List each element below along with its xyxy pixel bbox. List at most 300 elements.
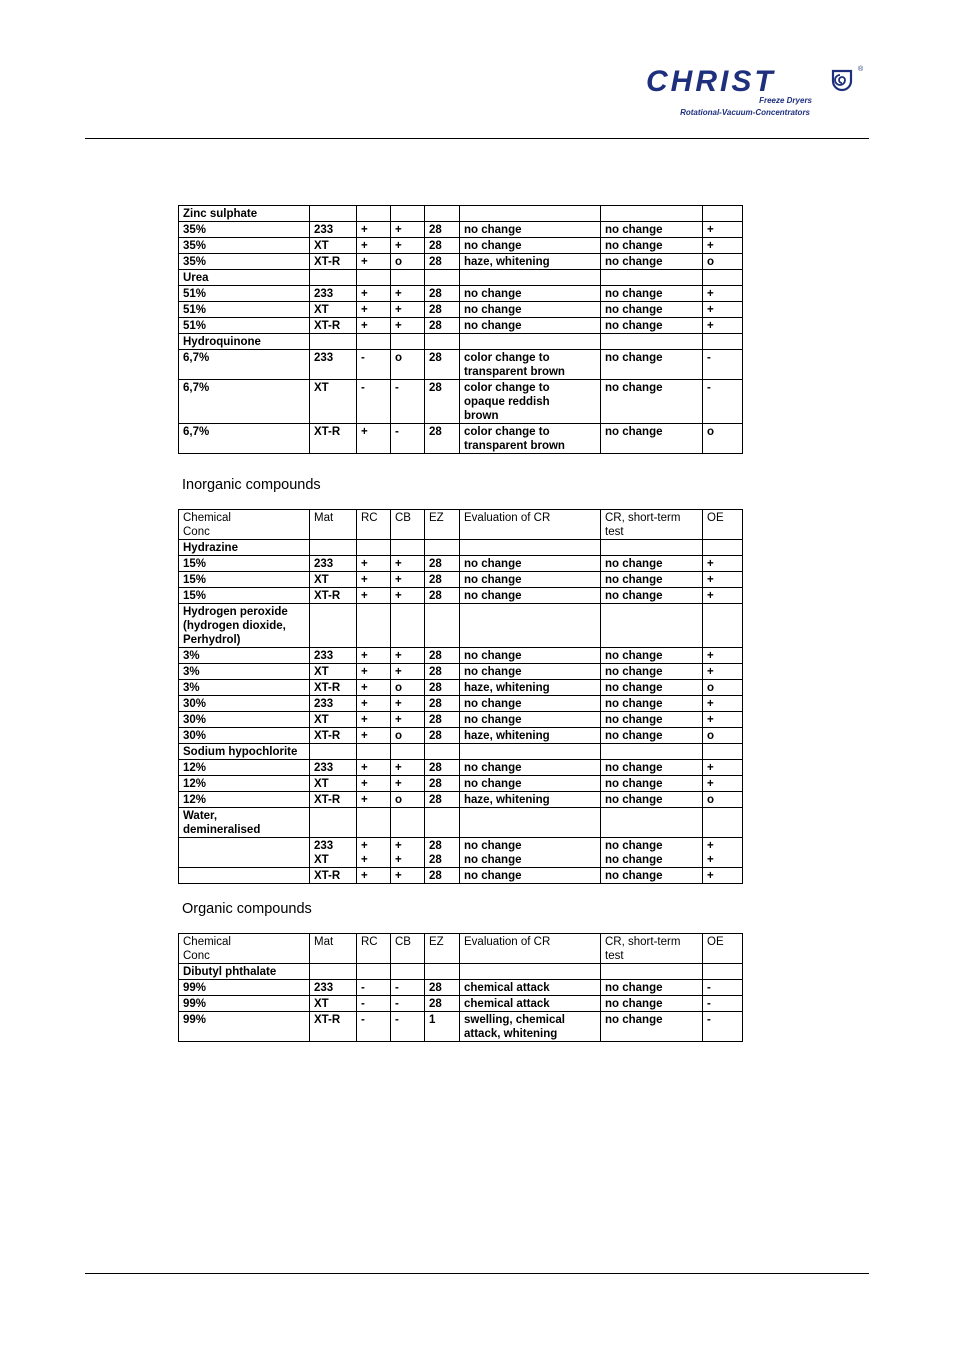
cr-short-term-cell: no change [601,792,703,808]
column-header-ez: EZ [425,934,460,964]
cb-cell: - [391,424,425,454]
evaluation-cell: no change [460,868,601,884]
oe-cell: + [703,302,743,318]
rc-cell: + [357,424,391,454]
rc-cell: + [357,696,391,712]
mat-cell: XT-R [310,318,357,334]
header-divider [85,138,869,139]
column-header-cb: CB [391,510,425,540]
oe-cell [703,206,743,222]
column-header-chemical: Chemical Conc [179,934,310,964]
cr-short-term-cell: no change [601,556,703,572]
chemical-cell: Hydrazine [179,540,310,556]
chemical-cell: Sodium hypochlorite [179,744,310,760]
chemical-group-row [179,744,743,760]
section-title-organic: Organic compounds [182,901,312,917]
evaluation-cell: no change [460,696,601,712]
cb-cell: + [391,760,425,776]
oe-cell [703,270,743,286]
chemical-cell: 12% [179,776,310,792]
oe-cell: + [703,696,743,712]
ez-cell: 28 28 [425,838,460,868]
ez-cell [425,808,460,838]
oe-cell [703,964,743,980]
ez-cell: 28 [425,712,460,728]
chemical-cell: 99% [179,996,310,1012]
evaluation-cell: haze, whitening [460,254,601,270]
cb-cell: o [391,792,425,808]
table-row [179,838,743,868]
chemical-cell: 15% [179,588,310,604]
mat-cell: XT-R [310,680,357,696]
ez-cell: 1 [425,1012,460,1042]
ez-cell [425,540,460,556]
evaluation-cell: no change [460,572,601,588]
chemical-cell: 15% [179,572,310,588]
rc-cell: + [357,254,391,270]
ez-cell: 28 [425,254,460,270]
table-row [179,760,743,776]
logo-wordmark: CHRIST [646,65,776,98]
ez-cell: 28 [425,868,460,884]
column-header-chemical: Chemical Conc [179,510,310,540]
table-row [179,664,743,680]
evaluation-cell [460,206,601,222]
oe-cell: - [703,980,743,996]
column-header-rc: RC [357,510,391,540]
ez-cell: 28 [425,302,460,318]
mat-cell: XT-R [310,588,357,604]
table-header-row [179,510,743,540]
cr-short-term-cell: no change [601,238,703,254]
evaluation-cell: no change [460,222,601,238]
ez-cell: 28 [425,996,460,1012]
evaluation-cell: no change no change [460,838,601,868]
ez-cell: 28 [425,760,460,776]
cr-short-term-cell: no change [601,1012,703,1042]
rc-cell: + [357,728,391,744]
mat-cell: XT-R [310,868,357,884]
column-header-rc: RC [357,934,391,964]
cr-short-term-cell: no change no change [601,838,703,868]
evaluation-cell: chemical attack [460,996,601,1012]
cr-short-term-cell: no change [601,696,703,712]
rc-cell: - [357,350,391,380]
oe-cell: - [703,380,743,424]
oe-cell: + [703,238,743,254]
ez-cell: 28 [425,286,460,302]
evaluation-cell: no change [460,588,601,604]
oe-cell [703,334,743,350]
cb-cell: + [391,776,425,792]
rc-cell [357,964,391,980]
oe-cell [703,540,743,556]
rc-cell: - [357,380,391,424]
evaluation-cell: no change [460,648,601,664]
chemical-cell: 99% [179,980,310,996]
rc-cell: - [357,996,391,1012]
mat-cell: XT-R [310,792,357,808]
mat-cell: XT-R [310,728,357,744]
rc-cell: + [357,302,391,318]
mat-cell [310,540,357,556]
cr-short-term-cell: no change [601,222,703,238]
ez-cell: 28 [425,588,460,604]
spiral-emblem-icon [830,68,854,92]
evaluation-cell: no change [460,556,601,572]
ez-cell: 28 [425,350,460,380]
section-title-inorganic: Inorganic compounds [182,477,321,493]
cr-short-term-cell: no change [601,680,703,696]
table-row [179,648,743,664]
chemical-cell: 51% [179,302,310,318]
cr-short-term-cell: no change [601,424,703,454]
ez-cell: 28 [425,664,460,680]
column-header-oe: OE [703,510,743,540]
oe-cell: + [703,712,743,728]
mat-cell: 233 [310,286,357,302]
table-row [179,424,743,454]
rc-cell: + [357,238,391,254]
mat-cell: 233 XT [310,838,357,868]
cr-short-term-cell [601,540,703,556]
mat-cell: XT-R [310,254,357,270]
rc-cell: + [357,680,391,696]
cb-cell: + [391,286,425,302]
chemical-cell: Hydroquinone [179,334,310,350]
table-row [179,868,743,884]
rc-cell [357,744,391,760]
ez-cell: 28 [425,556,460,572]
rc-cell [357,540,391,556]
chemical-cell: 35% [179,238,310,254]
oe-cell: + [703,648,743,664]
table-row [179,318,743,334]
cr-short-term-cell: no change [601,318,703,334]
mat-cell: XT [310,776,357,792]
rc-cell [357,604,391,648]
oe-cell: + [703,556,743,572]
oe-cell [703,808,743,838]
oe-cell: + [703,588,743,604]
cr-short-term-cell: no change [601,664,703,680]
cr-short-term-cell [601,604,703,648]
ez-cell: 28 [425,696,460,712]
oe-cell [703,604,743,648]
cr-short-term-cell: no change [601,286,703,302]
cr-short-term-cell: no change [601,712,703,728]
ez-cell [425,334,460,350]
chemical-cell: 6,7% [179,350,310,380]
table-zinc-urea-hydroquinone [178,205,743,454]
evaluation-cell: no change [460,712,601,728]
oe-cell: + [703,664,743,680]
cr-short-term-cell: no change [601,350,703,380]
cr-short-term-cell: no change [601,572,703,588]
rc-cell: - [357,980,391,996]
chemical-cell: 3% [179,648,310,664]
ez-cell: 28 [425,318,460,334]
evaluation-cell: no change [460,776,601,792]
table-row [179,712,743,728]
evaluation-cell [460,964,601,980]
rc-cell: + [357,868,391,884]
rc-cell: + [357,588,391,604]
ez-cell [425,604,460,648]
cb-cell: + + [391,838,425,868]
ez-cell: 28 [425,572,460,588]
cb-cell [391,808,425,838]
mat-cell: XT-R [310,424,357,454]
table-organic-compounds [178,933,743,1042]
ez-cell: 28 [425,238,460,254]
chemical-cell: 3% [179,664,310,680]
ez-cell: 28 [425,424,460,454]
table-inorganic-compounds [178,509,743,884]
ez-cell [425,964,460,980]
mat-cell [310,964,357,980]
cr-short-term-cell [601,206,703,222]
oe-cell [703,744,743,760]
ez-cell: 28 [425,728,460,744]
cr-short-term-cell: no change [601,380,703,424]
ez-cell: 28 [425,648,460,664]
evaluation-cell: haze, whitening [460,792,601,808]
table-row [179,238,743,254]
oe-cell: - [703,350,743,380]
cr-short-term-cell [601,334,703,350]
chemical-cell: Dibutyl phthalate [179,964,310,980]
mat-cell: 233 [310,760,357,776]
evaluation-cell: color change to transparent brown [460,424,601,454]
cb-cell [391,206,425,222]
oe-cell: + [703,572,743,588]
table-row [179,588,743,604]
cr-short-term-cell: no change [601,302,703,318]
ez-cell: 28 [425,222,460,238]
oe-cell: + [703,318,743,334]
chemical-group-row [179,964,743,980]
evaluation-cell: no change [460,664,601,680]
mat-cell: 233 [310,556,357,572]
cb-cell: - [391,980,425,996]
cb-cell: + [391,302,425,318]
footer-divider [85,1273,869,1274]
rc-cell: + [357,556,391,572]
column-header-cb: CB [391,934,425,964]
chemical-cell: 35% [179,254,310,270]
cb-cell: + [391,572,425,588]
cb-cell: o [391,350,425,380]
christ-logo [640,66,866,120]
cb-cell: o [391,254,425,270]
column-header-cr-short-term: CR, short-term test [601,510,703,540]
oe-cell: - [703,996,743,1012]
table-row [179,302,743,318]
chemical-cell: 51% [179,318,310,334]
ez-cell: 28 [425,792,460,808]
table-row [179,776,743,792]
chemical-cell: 6,7% [179,424,310,454]
mat-cell [310,270,357,286]
mat-cell: XT [310,712,357,728]
chemical-group-row [179,540,743,556]
table-row [179,350,743,380]
oe-cell: + [703,776,743,792]
chemical-cell: 99% [179,1012,310,1042]
cb-cell: o [391,680,425,696]
cr-short-term-cell: no change [601,776,703,792]
mat-cell: 233 [310,980,357,996]
column-header-evaluation: Evaluation of CR [460,934,601,964]
cb-cell [391,964,425,980]
mat-cell [310,744,357,760]
rc-cell: + + [357,838,391,868]
table-row [179,380,743,424]
evaluation-cell: color change to transparent brown [460,350,601,380]
chemical-cell: Urea [179,270,310,286]
mat-cell: XT [310,996,357,1012]
column-header-mat: Mat [310,510,357,540]
logo-tagline-freeze-dryers: Freeze Dryers [759,96,812,105]
cr-short-term-cell [601,808,703,838]
table-row [179,696,743,712]
ez-cell [425,206,460,222]
mat-cell: XT-R [310,1012,357,1042]
oe-cell: o [703,424,743,454]
evaluation-cell [460,270,601,286]
chemical-cell: Zinc sulphate [179,206,310,222]
mat-cell: 233 [310,648,357,664]
mat-cell: XT [310,572,357,588]
oe-cell: - [703,1012,743,1042]
cr-short-term-cell: no change [601,648,703,664]
table-row [179,572,743,588]
table-row [179,556,743,572]
cb-cell: + [391,238,425,254]
table-row [179,1012,743,1042]
cr-short-term-cell [601,744,703,760]
chemical-cell: 6,7% [179,380,310,424]
evaluation-cell: swelling, chemical attack, whitening [460,1012,601,1042]
chemical-cell [179,838,310,868]
column-header-ez: EZ [425,510,460,540]
cb-cell: - [391,996,425,1012]
rc-cell [357,270,391,286]
evaluation-cell: chemical attack [460,980,601,996]
cb-cell: + [391,556,425,572]
table-row [179,980,743,996]
chemical-group-row [179,808,743,838]
cb-cell [391,540,425,556]
rc-cell: + [357,792,391,808]
table-row [179,222,743,238]
rc-cell: + [357,286,391,302]
rc-cell: + [357,760,391,776]
rc-cell: + [357,712,391,728]
ez-cell: 28 [425,776,460,792]
table-row [179,792,743,808]
cr-short-term-cell: no change [601,996,703,1012]
rc-cell: + [357,572,391,588]
oe-cell: o [703,254,743,270]
rc-cell: + [357,648,391,664]
table-row [179,680,743,696]
ez-cell: 28 [425,680,460,696]
mat-cell: 233 [310,350,357,380]
chemical-cell: 12% [179,792,310,808]
oe-cell: o [703,680,743,696]
cb-cell [391,744,425,760]
evaluation-cell [460,744,601,760]
oe-cell: + [703,222,743,238]
cb-cell: + [391,222,425,238]
ez-cell: 28 [425,980,460,996]
evaluation-cell: no change [460,760,601,776]
chemical-cell: 35% [179,222,310,238]
column-header-cr-short-term: CR, short-term test [601,934,703,964]
chemical-group-row [179,334,743,350]
chemical-cell: 3% [179,680,310,696]
ez-cell [425,744,460,760]
cb-cell: + [391,648,425,664]
rc-cell [357,206,391,222]
mat-cell: XT [310,302,357,318]
chemical-cell: Hydrogen peroxide (hydrogen dioxide, Perhydrol) [179,604,310,648]
evaluation-cell: no change [460,318,601,334]
cr-short-term-cell: no change [601,760,703,776]
rc-cell: - [357,1012,391,1042]
mat-cell [310,808,357,838]
evaluation-cell: no change [460,302,601,318]
cb-cell: + [391,696,425,712]
cb-cell [391,270,425,286]
evaluation-cell [460,604,601,648]
chemical-group-row [179,270,743,286]
cr-short-term-cell: no change [601,588,703,604]
evaluation-cell [460,334,601,350]
chemical-cell: 30% [179,712,310,728]
table-header-row [179,934,743,964]
oe-cell: o [703,792,743,808]
oe-cell: + [703,868,743,884]
evaluation-cell: no change [460,238,601,254]
rc-cell: + [357,664,391,680]
mat-cell: XT [310,664,357,680]
chemical-cell: 30% [179,728,310,744]
oe-cell: + + [703,838,743,868]
chemical-cell: 30% [179,696,310,712]
cr-short-term-cell [601,964,703,980]
chemical-cell: 15% [179,556,310,572]
rc-cell: + [357,776,391,792]
mat-cell: XT [310,380,357,424]
evaluation-cell [460,540,601,556]
table-row [179,254,743,270]
chemical-cell [179,868,310,884]
table-row [179,996,743,1012]
evaluation-cell: no change [460,286,601,302]
mat-cell: XT [310,238,357,254]
rc-cell [357,808,391,838]
cb-cell: + [391,712,425,728]
cb-cell: + [391,664,425,680]
cb-cell: o [391,728,425,744]
table-row [179,286,743,302]
column-header-mat: Mat [310,934,357,964]
column-header-oe: OE [703,934,743,964]
chemical-cell: 51% [179,286,310,302]
